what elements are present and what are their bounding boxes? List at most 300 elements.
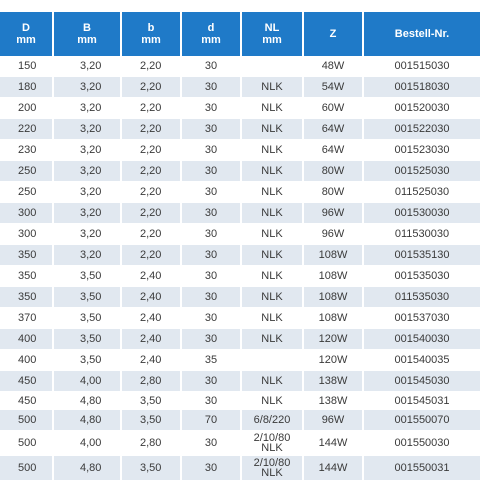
- cell-value: 250: [18, 165, 37, 177]
- cell-order-number: [364, 371, 480, 391]
- cell-b-width: [54, 161, 120, 181]
- cell-d-outer: [0, 119, 52, 139]
- cell-d-bore: [182, 161, 240, 181]
- cell-value: 150: [18, 60, 37, 72]
- cell-d-bore: [182, 56, 240, 76]
- table-row: [0, 56, 480, 76]
- cell-value: 300: [18, 228, 37, 240]
- cell-d-bore: [182, 245, 240, 265]
- cell-order-number: [364, 140, 480, 160]
- cell-d-outer: [0, 140, 52, 160]
- cell-value: 2,80: [140, 437, 162, 449]
- cell-d-bore: [182, 410, 240, 430]
- cell-d-bore: [182, 287, 240, 307]
- cell-d-outer: [0, 182, 52, 202]
- cell-value: 001530030: [394, 207, 450, 219]
- cell-value: 250: [18, 186, 37, 198]
- header-b-body: [122, 12, 180, 56]
- cell-value: 350: [18, 270, 37, 282]
- cell-value: 54W: [321, 81, 345, 93]
- cell-b-width: [54, 456, 120, 480]
- cell-d-bore: [182, 431, 240, 455]
- cell-b-width: [54, 245, 120, 265]
- cell-b-width: [54, 350, 120, 370]
- cell-value: 30: [204, 394, 218, 407]
- cell-value: 500: [18, 437, 37, 449]
- cell-b-body: [122, 56, 180, 76]
- cell-value: 001523030: [394, 144, 450, 156]
- cell-value: 3,50: [140, 414, 162, 426]
- cell-d-outer: [0, 266, 52, 286]
- header-d-outer: [0, 12, 52, 56]
- cell-nl: [242, 224, 302, 244]
- cell-d-bore: [182, 182, 240, 202]
- cell-value: 001535130: [394, 249, 450, 261]
- cell-value: 138W: [318, 375, 348, 387]
- cell-b-width: [54, 308, 120, 328]
- cell-value: 96W: [321, 414, 345, 426]
- cell-nl: [242, 119, 302, 139]
- cell-value: 3,20: [80, 186, 102, 198]
- cell-value: 3,20: [80, 123, 102, 135]
- cell-value: 30: [204, 228, 218, 240]
- header-b-width: [54, 12, 120, 56]
- cell-nl: [242, 140, 302, 160]
- cell-d-bore: [182, 308, 240, 328]
- cell-nl: [242, 56, 302, 76]
- table-row: [0, 224, 480, 244]
- cell-d-outer: [0, 371, 52, 391]
- cell-value: 2,20: [140, 186, 162, 198]
- cell-value: 2,20: [140, 207, 162, 219]
- cell-value: 4,00: [80, 375, 102, 387]
- cell-value-line2: NLK: [261, 442, 283, 454]
- cell-z: [304, 410, 362, 430]
- cell-nl: [242, 392, 302, 409]
- table-row: [0, 203, 480, 223]
- cell-value: 30: [204, 249, 218, 261]
- cell-value: 30: [204, 207, 218, 219]
- header-nl: [242, 12, 302, 56]
- cell-b-width: [54, 287, 120, 307]
- cell-value: 30: [204, 333, 218, 345]
- cell-b-width: [54, 431, 120, 455]
- cell-nl: [242, 456, 302, 480]
- cell-order-number: [364, 287, 480, 307]
- cell-nl: [242, 245, 302, 265]
- cell-value: 3,50: [140, 462, 162, 474]
- cell-z: [304, 350, 362, 370]
- cell-d-bore: [182, 224, 240, 244]
- cell-z: [304, 245, 362, 265]
- cell-value: 30: [204, 165, 218, 177]
- header-unit: mm: [16, 34, 36, 46]
- cell-order-number: [364, 119, 480, 139]
- cell-value: 3,50: [80, 333, 102, 345]
- cell-order-number: [364, 245, 480, 265]
- cell-value: 2,20: [140, 60, 162, 72]
- cell-b-body: [122, 224, 180, 244]
- cell-b-body: [122, 410, 180, 430]
- cell-value: 70: [204, 414, 218, 426]
- cell-order-number: [364, 56, 480, 76]
- cell-b-body: [122, 182, 180, 202]
- cell-b-body: [122, 98, 180, 118]
- cell-b-width: [54, 329, 120, 349]
- cell-nl: [242, 182, 302, 202]
- cell-z: [304, 308, 362, 328]
- cell-value: NLK: [261, 165, 283, 177]
- cell-z: [304, 98, 362, 118]
- cell-value: 3,50: [80, 291, 102, 303]
- header-label: D: [22, 22, 30, 34]
- header-label: NL: [264, 22, 280, 34]
- cell-value: 2,20: [140, 81, 162, 93]
- cell-value: 3,50: [80, 270, 102, 282]
- cell-nl: [242, 77, 302, 97]
- cell-b-body: [122, 77, 180, 97]
- cell-value: 2,40: [140, 354, 162, 366]
- table-row: [0, 392, 480, 409]
- cell-z: [304, 371, 362, 391]
- cell-b-width: [54, 266, 120, 286]
- cell-order-number: [364, 392, 480, 409]
- header-d-bore: [182, 12, 240, 56]
- header-label: Bestell-Nr.: [394, 28, 450, 40]
- cell-z: [304, 456, 362, 480]
- cell-d-bore: [182, 203, 240, 223]
- cell-value: 3,50: [80, 312, 102, 324]
- table-row: [0, 119, 480, 139]
- cell-order-number: [364, 431, 480, 455]
- cell-value: 011535030: [394, 291, 450, 303]
- cell-nl: [242, 329, 302, 349]
- cell-b-width: [54, 56, 120, 76]
- cell-value: 30: [204, 123, 218, 135]
- cell-d-bore: [182, 266, 240, 286]
- cell-value: 450: [18, 375, 37, 387]
- cell-value: 001550070: [394, 414, 450, 426]
- cell-b-body: [122, 245, 180, 265]
- header-label: Z: [329, 28, 337, 40]
- table-row: [0, 329, 480, 349]
- cell-value: 001545030: [394, 375, 450, 387]
- cell-b-body: [122, 287, 180, 307]
- cell-d-outer: [0, 329, 52, 349]
- header-order-number: [364, 12, 480, 56]
- cell-value: 001522030: [394, 123, 450, 135]
- cell-value: 120W: [318, 354, 348, 366]
- cell-value: 001545031: [394, 394, 450, 407]
- cell-d-bore: [182, 98, 240, 118]
- cell-z: [304, 329, 362, 349]
- header-unit: mm: [201, 34, 221, 46]
- cell-value: 001537030: [394, 312, 450, 324]
- table-row: [0, 266, 480, 286]
- cell-value: 2,40: [140, 312, 162, 324]
- cell-b-width: [54, 98, 120, 118]
- cell-d-bore: [182, 140, 240, 160]
- cell-value: 144W: [318, 462, 348, 474]
- cell-value: 400: [18, 333, 37, 345]
- cell-z: [304, 392, 362, 409]
- cell-d-outer: [0, 98, 52, 118]
- cell-value: 120W: [318, 333, 348, 345]
- cell-z: [304, 161, 362, 181]
- cell-d-outer: [0, 245, 52, 265]
- cell-value: 64W: [321, 123, 345, 135]
- cell-z: [304, 77, 362, 97]
- cell-order-number: [364, 410, 480, 430]
- cell-value: 001550030: [394, 437, 450, 449]
- cell-d-bore: [182, 456, 240, 480]
- cell-b-body: [122, 266, 180, 286]
- cell-b-body: [122, 329, 180, 349]
- cell-value: 4,80: [80, 394, 102, 407]
- cell-value: NLK: [261, 102, 283, 114]
- cell-value: NLK: [261, 186, 283, 198]
- cell-nl: [242, 431, 302, 455]
- cell-value: 3,20: [80, 81, 102, 93]
- cell-b-width: [54, 119, 120, 139]
- cell-b-body: [122, 371, 180, 391]
- cell-order-number: [364, 77, 480, 97]
- cell-d-outer: [0, 56, 52, 76]
- cell-b-width: [54, 371, 120, 391]
- table-row: [0, 456, 480, 480]
- cell-d-bore: [182, 119, 240, 139]
- cell-value: 2,80: [140, 375, 162, 387]
- cell-value: 30: [204, 270, 218, 282]
- cell-nl: [242, 161, 302, 181]
- cell-value: 48W: [321, 60, 345, 72]
- cell-d-outer: [0, 410, 52, 430]
- cell-value: 30: [204, 437, 218, 449]
- cell-value: 80W: [321, 186, 345, 198]
- cell-value: NLK: [261, 312, 283, 324]
- cell-value: 60W: [321, 102, 345, 114]
- cell-order-number: [364, 329, 480, 349]
- cell-nl: [242, 203, 302, 223]
- cell-b-width: [54, 410, 120, 430]
- cell-b-width: [54, 203, 120, 223]
- cell-value: 138W: [318, 394, 348, 407]
- cell-value: 001550031: [394, 462, 450, 474]
- cell-z: [304, 287, 362, 307]
- cell-value: 2/10/80: [253, 432, 291, 444]
- cell-b-body: [122, 456, 180, 480]
- cell-value: 350: [18, 249, 37, 261]
- cell-value: 300: [18, 207, 37, 219]
- cell-value: 3,20: [80, 228, 102, 240]
- table-header: [0, 12, 480, 56]
- cell-d-outer: [0, 431, 52, 455]
- cell-value: 64W: [321, 144, 345, 156]
- cell-value: NLK: [261, 394, 283, 407]
- cell-d-outer: [0, 203, 52, 223]
- cell-z: [304, 56, 362, 76]
- cell-value: 30: [204, 186, 218, 198]
- cell-value: 001520030: [394, 102, 450, 114]
- cell-value: 370: [18, 312, 37, 324]
- cell-value: NLK: [261, 81, 283, 93]
- cell-d-bore: [182, 329, 240, 349]
- table-row: [0, 161, 480, 181]
- cell-z: [304, 119, 362, 139]
- cell-value: 3,20: [80, 60, 102, 72]
- table-row: [0, 98, 480, 118]
- cell-order-number: [364, 266, 480, 286]
- cell-nl: [242, 287, 302, 307]
- cell-z: [304, 182, 362, 202]
- cell-value: 3,20: [80, 249, 102, 261]
- cell-b-width: [54, 224, 120, 244]
- cell-d-outer: [0, 224, 52, 244]
- table-row: [0, 140, 480, 160]
- cell-value: 3,50: [140, 394, 162, 407]
- cell-nl: [242, 350, 302, 370]
- cell-d-bore: [182, 350, 240, 370]
- cell-d-outer: [0, 77, 52, 97]
- cell-value: NLK: [261, 333, 283, 345]
- cell-value: 001535030: [394, 270, 450, 282]
- table-row: [0, 350, 480, 370]
- table-row: [0, 287, 480, 307]
- cell-value: 230: [18, 144, 37, 156]
- cell-order-number: [364, 98, 480, 118]
- cell-value: 96W: [321, 207, 345, 219]
- cell-b-body: [122, 431, 180, 455]
- header-label: b: [147, 22, 155, 34]
- cell-z: [304, 431, 362, 455]
- cell-value: 108W: [318, 291, 348, 303]
- cell-value: 180: [18, 81, 37, 93]
- cell-order-number: [364, 182, 480, 202]
- table-row: [0, 371, 480, 391]
- cell-value: 30: [204, 291, 218, 303]
- cell-value: NLK: [261, 228, 283, 240]
- cell-d-bore: [182, 392, 240, 409]
- cell-value: 2,20: [140, 165, 162, 177]
- cell-value: 001525030: [394, 165, 450, 177]
- cell-b-body: [122, 140, 180, 160]
- header-z: [304, 12, 362, 56]
- cell-d-outer: [0, 392, 52, 409]
- cell-value: 2,40: [140, 270, 162, 282]
- cell-value: 400: [18, 354, 37, 366]
- cell-order-number: [364, 350, 480, 370]
- header-unit: mm: [77, 34, 97, 46]
- cell-value: 2,20: [140, 144, 162, 156]
- cell-d-outer: [0, 350, 52, 370]
- cell-value: 500: [18, 462, 37, 474]
- cell-value: 2,40: [140, 333, 162, 345]
- table-row: [0, 431, 480, 455]
- cell-value: 3,20: [80, 144, 102, 156]
- cell-z: [304, 203, 362, 223]
- cell-b-body: [122, 119, 180, 139]
- cell-value-line2: NLK: [261, 467, 283, 479]
- cell-value: 4,80: [80, 414, 102, 426]
- cell-value: NLK: [261, 375, 283, 387]
- cell-value: 011525030: [394, 186, 450, 198]
- cell-value: 4,00: [80, 437, 102, 449]
- cell-value: 500: [18, 414, 37, 426]
- cell-value: 001540030: [394, 333, 450, 345]
- cell-b-body: [122, 308, 180, 328]
- cell-order-number: [364, 308, 480, 328]
- cell-d-bore: [182, 371, 240, 391]
- cell-value: 108W: [318, 270, 348, 282]
- cell-value: 220: [18, 123, 37, 135]
- cell-value: 35: [204, 354, 218, 366]
- cell-z: [304, 224, 362, 244]
- table-row: [0, 182, 480, 202]
- cell-value: 2,20: [140, 249, 162, 261]
- cell-value: 6/8/220: [253, 414, 291, 426]
- cell-b-width: [54, 77, 120, 97]
- cell-value: 2,40: [140, 291, 162, 303]
- cell-value: NLK: [261, 144, 283, 156]
- cell-value: 450: [18, 394, 37, 407]
- cell-value: NLK: [261, 123, 283, 135]
- cell-nl: [242, 371, 302, 391]
- cell-value: 144W: [318, 437, 348, 449]
- cell-value: 30: [204, 144, 218, 156]
- cell-value: 001540035: [394, 354, 450, 366]
- cell-nl: [242, 266, 302, 286]
- header-unit: mm: [262, 34, 282, 46]
- cell-b-body: [122, 392, 180, 409]
- cell-order-number: [364, 203, 480, 223]
- cell-value: 011530030: [394, 228, 450, 240]
- cell-b-width: [54, 140, 120, 160]
- table-row: [0, 77, 480, 97]
- cell-value: 96W: [321, 228, 345, 240]
- cell-nl: [242, 410, 302, 430]
- cell-z: [304, 140, 362, 160]
- cell-value: 3,20: [80, 207, 102, 219]
- cell-value: 2,20: [140, 102, 162, 114]
- cell-value: 30: [204, 60, 218, 72]
- cell-d-outer: [0, 161, 52, 181]
- header-label: d: [207, 22, 215, 34]
- cell-b-width: [54, 182, 120, 202]
- table-row: [0, 245, 480, 265]
- cell-b-body: [122, 161, 180, 181]
- header-label: B: [83, 22, 91, 34]
- cell-value: 30: [204, 462, 218, 474]
- cell-value: 200: [18, 102, 37, 114]
- cell-d-outer: [0, 308, 52, 328]
- cell-value: 2,20: [140, 228, 162, 240]
- cell-value: NLK: [261, 291, 283, 303]
- cell-z: [304, 266, 362, 286]
- cell-value: 2,20: [140, 123, 162, 135]
- cell-value: 2/10/80: [253, 457, 291, 469]
- table-row: [0, 308, 480, 328]
- cell-d-outer: [0, 456, 52, 480]
- header-unit: mm: [141, 34, 161, 46]
- cell-b-width: [54, 392, 120, 409]
- cell-b-body: [122, 350, 180, 370]
- cell-value: 3,20: [80, 165, 102, 177]
- cell-d-outer: [0, 287, 52, 307]
- cell-value: NLK: [261, 249, 283, 261]
- cell-value: 30: [204, 102, 218, 114]
- cell-value: 001515030: [394, 60, 450, 72]
- cell-nl: [242, 308, 302, 328]
